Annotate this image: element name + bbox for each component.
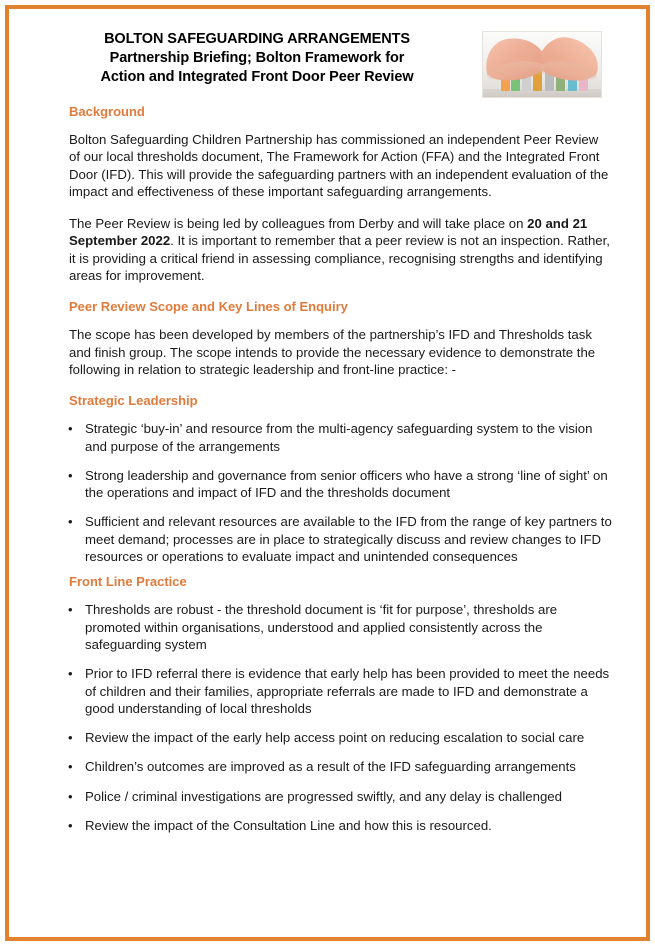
section-heading-background: Background — [69, 104, 145, 119]
section-heading-front-line-practice: Front Line Practice — [69, 574, 187, 590]
list-item: • Review the impact of the Consultation Line and how this is resourced. — [57, 817, 612, 834]
page-title-line-3: Action and Integrated Front Door Peer Review — [100, 69, 414, 85]
page-title-line-2: Partnership Briefing; Bolton Framework for — [109, 50, 405, 66]
page-title — [57, 27, 457, 87]
background-paragraph-2 — [69, 215, 612, 284]
scope-paragraph: The scope has been developed by members of the partnership’s IFD and Thresholds task and finish group. The scope intends to provide the necessary evidence to demonstrate the following in relation to strategic leadership and front-line practice: - — [69, 327, 596, 377]
document-header — [57, 27, 612, 98]
document-body — [9, 9, 646, 937]
list-item: • Police / criminal investigations are progressed swiftly, and any delay is challenged — [57, 788, 612, 805]
front-line-practice-list — [57, 601, 612, 834]
list-item: • Review the impact of the early help access point on reducing escalation to social care — [57, 729, 612, 746]
background-paragraph-1: Bolton Safeguarding Children Partnership has commissioned an independent Peer Review of our local thresholds document, The Framework for Action (FFA) and the Integrated Front Door (IFD). This will provide the safeguarding partners with an independent evaluation of the impact and effectiveness of these important safeguarding arrangements. — [69, 132, 609, 199]
section-heading-strategic-leadership: Strategic Leadership — [69, 393, 198, 409]
peer-review-dates: 20 and 21 September 2022 — [69, 216, 588, 249]
list-item: • Thresholds are robust - the threshold document is ‘fit for purpose’, thresholds are promoted within organisations, understood and applied consistently across the safeguarding system — [57, 601, 612, 653]
section-heading-scope: Peer Review Scope and Key Lines of Enquiry — [69, 299, 348, 315]
background-paragraph-2-text-before: The Peer Review is being led by colleagues from Derby and will take place on — [69, 216, 528, 232]
background-paragraph-2-text-after: . It is important to remember that a peer review is not an inspection. Rather, it is providing a critical friend in assessing compliance, recognising strengths and identifying areas for improvement. — [69, 233, 610, 284]
list-item: • Prior to IFD referral there is evidence that early help has been provided to meet the needs of children and their families, appropriate referrals are made to IFD and demonstrate a good understanding of local thresholds — [57, 665, 612, 717]
page-title-line-1: BOLTON SAFEGUARDING ARRANGEMENTS — [104, 31, 410, 47]
hands-protecting-paper-people-icon — [482, 31, 602, 98]
strategic-leadership-list — [57, 420, 612, 565]
list-item: • Strong leadership and governance from senior officers who have a strong ‘line of sight’ on the operations and impact of IFD and the thresholds document — [57, 467, 612, 502]
document-page-frame — [5, 5, 650, 941]
list-item: • Sufficient and relevant resources are available to the IFD from the range of key partners to meet demand; processes are in place to strategically discuss and review changes to IFD resources or operations to evaluate impact and unintended consequences — [57, 513, 612, 565]
list-item: • Strategic ‘buy-in’ and resource from the multi-agency safeguarding system to the vision and purpose of the arrangements — [57, 420, 612, 455]
list-item: • Children’s outcomes are improved as a result of the IFD safeguarding arrangements — [57, 758, 612, 775]
